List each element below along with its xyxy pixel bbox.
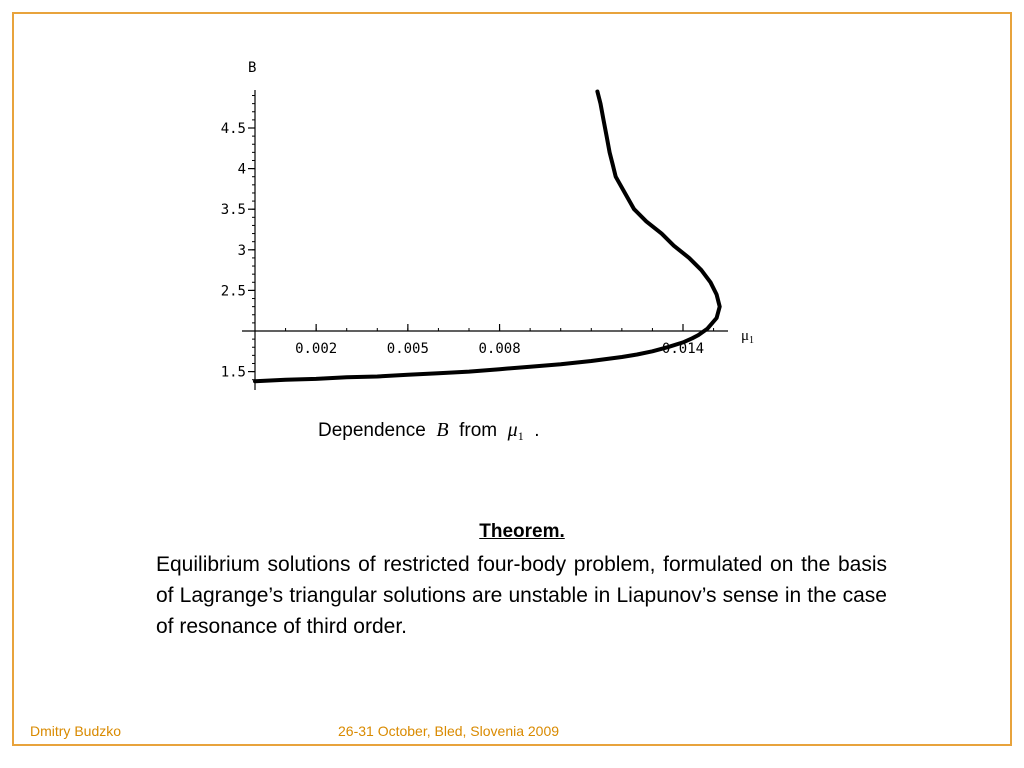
chart-b-vs-mu1 [200, 55, 780, 405]
y-tick-label: 1.5 [220, 364, 246, 381]
x-axis-label: $\mu_1$ [741, 328, 755, 346]
x-tick-label: 0.014 [661, 341, 705, 357]
x-tick-label: 0.008 [478, 341, 521, 357]
y-tick-label: 2.5 [220, 283, 246, 300]
footer-author: Dmitry Budzko [30, 723, 122, 739]
caption-suffix: . [534, 420, 540, 441]
y-tick-label: 4 [237, 161, 246, 178]
theorem-title: Theorem. [479, 521, 565, 542]
x-tick-label: 0.005 [386, 341, 429, 357]
y-tick-label: 3 [237, 242, 246, 259]
data-curve [255, 92, 720, 382]
figure-caption [318, 419, 540, 444]
caption-middle: from [459, 420, 498, 441]
caption-var-b: B [436, 419, 449, 441]
theorem-body: Equilibrium solutions of restricted four-body problem, formulated on the basis of Lagrange’s triangular solutions are unstable in Liapunov’s sense in the case of resonance of third order. [156, 553, 887, 638]
caption-var-mu: μ [507, 419, 518, 441]
y-axis-label: B [248, 60, 257, 76]
caption-var-mu-sub: 1 [517, 429, 524, 443]
x-tick-label: 0.002 [295, 341, 338, 357]
y-tick-label: 3.5 [220, 202, 246, 219]
caption-prefix: Dependence [318, 420, 426, 441]
footer-event: 26-31 October, Bled, Slovenia 2009 [338, 723, 560, 739]
y-tick-label: 4.5 [220, 121, 246, 137]
